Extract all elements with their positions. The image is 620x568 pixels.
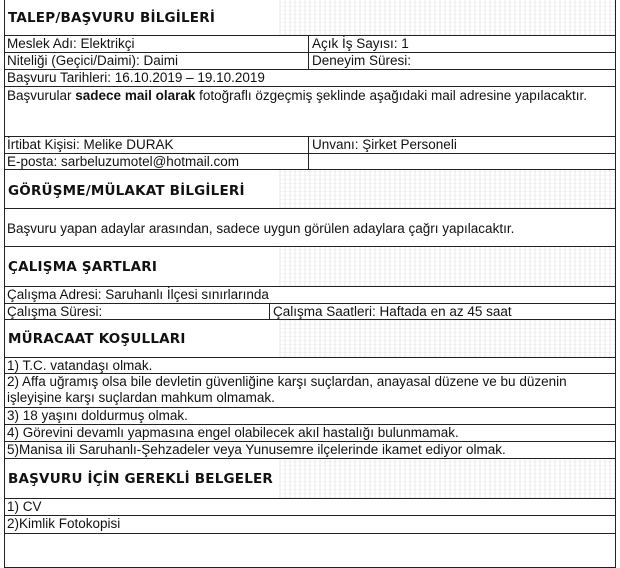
list-item: [4, 516, 616, 534]
row-calisma-suresi: [4, 304, 616, 320]
muracaat-item-4: 4) Görevini devamlı yapmasına engel olabilecek akıl hastalığı bulunmamak.: [7, 425, 459, 440]
unvani: Unvanı: Şirket Personeli: [308, 137, 616, 170]
irtibat-kisisi: İrtibat Kişisi: Melike DURAK: [7, 137, 174, 152]
header-shading: [279, 247, 616, 286]
header-shading: [279, 459, 616, 498]
calisma-adresi: Çalışma Adresi: Saruhanlı İlçesi sınırlarında: [7, 287, 269, 302]
muracaat-item-1: 1) T.C. vatandaşı olmak.: [7, 358, 153, 373]
section-title: MÜRACAAT KOŞULLARI: [8, 331, 186, 347]
empty-row: [4, 534, 616, 568]
section-header-gorusme: [4, 170, 616, 209]
section-title: TALEP/BAŞVURU BİLGİLERİ: [8, 10, 216, 26]
list-item: [4, 442, 616, 459]
header-shading: [279, 320, 616, 357]
muracaat-item-2: 2) Affa uğramış olsa bile devletin güvenliğine karşı suçlardan, anayasal düzene ve bu düzenin işleyişine karşı suçlardan mahkum olmamak.: [7, 374, 567, 405]
list-item: [4, 358, 616, 374]
header-shading: [279, 170, 616, 208]
list-item: [4, 408, 616, 425]
row-eposta: [4, 154, 616, 170]
belge-item-2: 2)Kimlik Fotokopisi: [7, 516, 121, 531]
section-header-talep: [4, 0, 616, 36]
row-niteligi: [4, 53, 616, 70]
basvuru-tarihleri: Başvuru Tarihleri: 16.10.2019 – 19.10.2019: [7, 70, 265, 85]
meslek-adi: Meslek Adı: Elektrikçi: [7, 36, 135, 51]
calisma-saatleri: Çalışma Saatleri: Haftada en az 45 saat: [269, 304, 616, 319]
section-header-muracaat: [4, 320, 616, 358]
section-header-belgeler: [4, 459, 616, 499]
basvuru-text-post: fotoğraflı özgeçmiş şeklinde aşağıdaki mail adresine yapılacaktır.: [195, 88, 588, 103]
eposta-right-blank: [308, 154, 616, 169]
section-header-calisma: [4, 247, 616, 287]
deneyim-suresi: Deneyim Süresi:: [308, 53, 616, 69]
section-title: BAŞVURU İÇİN GEREKLİ BELGELER: [8, 471, 274, 487]
calisma-suresi: Çalışma Süresi:: [7, 304, 103, 319]
niteligi: Niteliği (Geçici/Daimi): Daimi: [7, 53, 179, 68]
belge-item-1: 1) CV: [7, 499, 42, 514]
list-item: [4, 374, 616, 408]
row-irtibat: [4, 137, 616, 154]
row-tarihler: [4, 70, 616, 87]
gorusme-text: Başvuru yapan adaylar arasından, sadece uygun görülen adaylara çağrı yapılacaktır.: [4, 209, 616, 247]
header-shading: [279, 0, 616, 35]
e-posta[interactable]: E-posta: sarbeluzumotel@hotmail.com: [7, 154, 240, 169]
section-title: GÖRÜŞME/MÜLAKAT BİLGİLERİ: [8, 183, 245, 199]
basvuru-text-bold: sadece mail olarak: [75, 88, 196, 103]
muracaat-item-5: 5)Manisa ili Saruhanlı-Şehzadeler veya Yunusemre ilçelerinde ikamet ediyor olmak.: [7, 442, 506, 457]
list-item: [4, 425, 616, 442]
muracaat-item-3: 3) 18 yaşını doldurmuş olmak.: [7, 408, 188, 423]
row-meslek: [4, 36, 616, 53]
list-item: [4, 499, 616, 516]
acik-is-sayisi: Açık İş Sayısı: 1: [308, 36, 616, 52]
row-calisma-adresi: [4, 287, 616, 304]
row-basvuru-aciklama: [4, 87, 616, 137]
basvuru-text-pre: Başvurular: [7, 88, 76, 103]
section-title: ÇALIŞMA ŞARTLARI: [8, 259, 158, 275]
